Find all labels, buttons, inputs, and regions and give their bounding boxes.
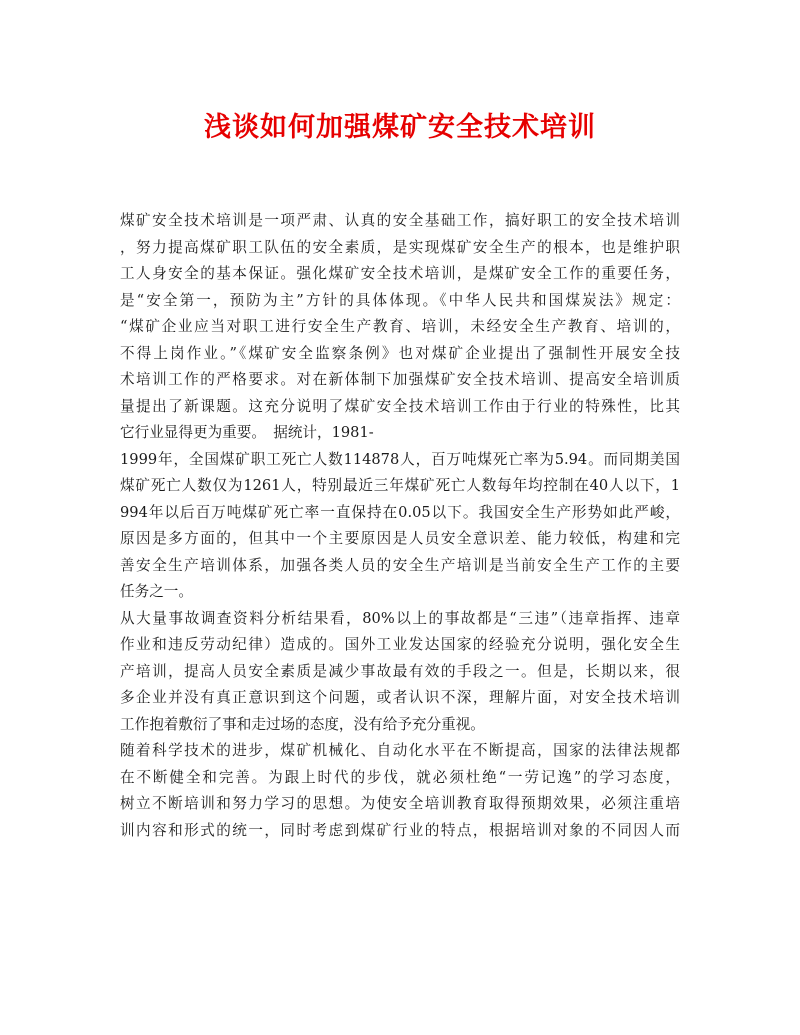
body-text-line: 作业和违反劳动纪律）造成的。国外工业发达国家的经验充分说明，强化安全生 xyxy=(120,636,680,653)
body-text-line: 术培训工作的严格要求。对在新体制下加强煤矿安全技术培训、提高安全培训质 xyxy=(120,371,680,388)
body-text-line: 工人身安全的基本保证。强化煤矿安全技术培训，是煤矿安全工作的重要任务， xyxy=(120,265,680,282)
body-text-line: 是“安全第一，预防为主”方针的具体体现。《中华人民共和国煤炭法》规定： xyxy=(120,291,680,309)
document-title: 浅谈如何加强煤矿安全技术培训 xyxy=(204,112,596,143)
body-text-line: ，努力提高煤矿职工队伍的安全素质，是实现煤矿安全生产的根本，也是维护职 xyxy=(120,238,680,256)
body-text-line: 随着科学技术的进步，煤矿机械化、自动化水平在不断提高，国家的法律法规都 xyxy=(120,742,680,759)
body-text-line: 994年以后百万吨煤矿死亡率一直保持在0.05以下。我国安全生产形势如此严峻， xyxy=(120,503,680,521)
body-text-line: 1999年，全国煤矿职工死亡人数114878人，百万吨煤死亡率为5.94。而同期美国 xyxy=(120,450,680,468)
body-text-line: 任务之一。 xyxy=(120,583,193,600)
body-text-line: 原因是多方面的，但其中一个主要原因是人员安全意识差、能力较低，构建和完 xyxy=(120,530,680,547)
body-text-line: 善安全生产培训体系，加强各类人员的安全生产培训是当前安全生产工作的主要 xyxy=(120,556,680,574)
body-text-line: 它行业显得更为重要。 据统计，1981- xyxy=(120,424,374,441)
body-text-line: 工作抱着敷衍了事和走过场的态度，没有给予充分重视。 xyxy=(120,715,485,733)
body-text-line: 训内容和形式的统一，同时考虑到煤矿行业的特点，根据培训对象的不同因人而 xyxy=(120,821,680,839)
body-text-line: 从大量事故调查资料分析结果看，80%以上的事故都是“三违”（违章指挥、违章 xyxy=(120,609,680,627)
body-text-line: 煤矿安全技术培训是一项严肃、认真的安全基础工作，搞好职工的安全技术培训 xyxy=(120,212,680,229)
document-body xyxy=(120,208,680,844)
body-text-line: 量提出了新课题。这充分说明了煤矿安全技术培训工作由于行业的特殊性，比其 xyxy=(120,397,680,415)
body-text-line: 产培训，提高人员安全素质是减少事故最有效的手段之一。但是，长期以来，很 xyxy=(120,662,680,680)
body-text-line: 树立不断培训和努力学习的思想。为使安全培训教育取得预期效果，必须注重培 xyxy=(120,795,680,812)
body-text-line: “煤矿企业应当对职工进行安全生产教育、培训，未经安全生产教育、培训的， xyxy=(120,318,680,335)
body-text-line: 多企业并没有真正意识到这个问题，或者认识不深，理解片面，对安全技术培训 xyxy=(120,689,680,706)
body-text-line: 不得上岗作业。”《煤矿安全监察条例》也对煤矿企业提出了强制性开展安全技 xyxy=(120,344,680,362)
body-text-line: 在不断健全和完善。为跟上时代的步伐，就必须杜绝“一劳记逸”的学习态度， xyxy=(120,768,680,786)
body-text-line: 煤矿死亡人数仅为1261人，特别最近三年煤矿死亡人数每年均控制在40人以下，1 xyxy=(120,477,680,494)
